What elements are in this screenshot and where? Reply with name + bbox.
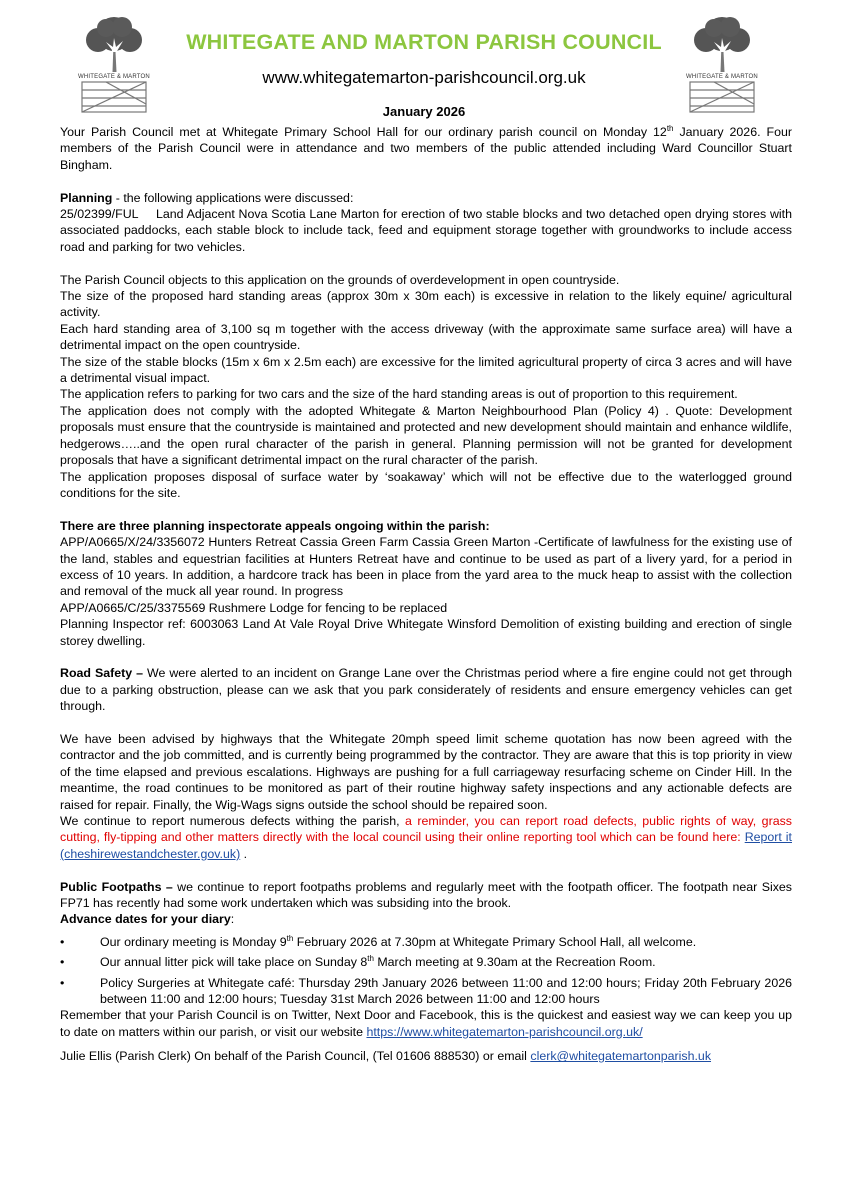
logo-caption: WHITEGATE & MARTON xyxy=(686,74,758,80)
objection-7: The application proposes disposal of surface water by ‘soakaway’ which will not be effective due to the waterlogged ground conditions for the site. xyxy=(60,469,792,500)
report-it-link[interactable]: Report it (cheshirewestandchester.gov.uk) xyxy=(60,830,792,861)
clerk-email-link[interactable]: clerk@whitegatemartonparish.uk xyxy=(530,1049,712,1064)
appeal-item: Planning Inspector ref: 6003063 Land At Vale Royal Drive Whitegate Winsford Demolition of existing building and erection of single storey dwelling. xyxy=(60,617,792,648)
diary-list xyxy=(60,934,792,1008)
website-link[interactable]: https://www.whitegatemarton-parishcouncil.org.uk/ xyxy=(366,1024,643,1039)
newsletter-body xyxy=(60,124,792,1065)
planning-application xyxy=(60,206,792,255)
reporting-paragraph: We continue to report numerous defects withing the parish, a reminder, you can report road defects, public rights of way, grass cutting, fly-tipping and other matters directly with the local council using their online reporting tool which can be found here: Report it (cheshirewestandchester.gov.uk) . xyxy=(60,813,792,861)
road-safety-paragraph: Road Safety – We were alerted to an incident on Grange Lane over the Christmas period where a fire engine could not get through due to a parking obstruction, please can we ask that you park considerately of residents and ensure emergency vehicles can get through. xyxy=(60,666,792,714)
newsletter-date: January 2026 xyxy=(382,104,466,119)
application-ref: 25/02399/FUL xyxy=(60,207,139,222)
closing-paragraph: Remember that your Parish Council is on Twitter, Next Door and Facebook, this is the quickest and easiest way we can keep you up to date on matters within our parish, or visit our website https://www.whitegatemarton-parishcouncil.org.uk/ xyxy=(60,1008,792,1039)
highways-paragraph: We have been advised by highways that the Whitegate 20mph speed limit scheme quotation has now been agreed with the contractor and the job committed, and is currently being programmed by the contractor. They are aware that this is top priority in view of the time elapsed and previous escalations. Highways are pushing for a full carriageway resurfacing scheme on Cinder Hill. In the meantime, the road continues to be monitored as part of their routine highway safety inspections and any actionable defects are raised for repair. Finally, the Wig-Wags signs outside the school should be repaired soon. xyxy=(60,731,792,812)
application-description: Land Adjacent Nova Scotia Lane Marton for erection of two stable blocks and two detached open drying stores with associated paddocks, each stable block to include tack, feed and equipment storage together with groundworks to include access road and parking for two vehicles. xyxy=(60,207,792,254)
objection-4: The size of the stable blocks (15m x 6m x 2.5m each) are excessive for the limited agricultural property of circa 3 acres and will have a detrimental visual impact. xyxy=(60,354,792,386)
bullet-icon: • xyxy=(60,955,65,970)
diary-item: • Our annual litter pick will take place on Sunday 8th March meeting at 9.30am at the Recreation Room. xyxy=(60,954,656,970)
tree-icon xyxy=(694,17,750,72)
page-title: WHITEGATE AND MARTON PARISH COUNCIL xyxy=(186,30,662,54)
logo-caption: WHITEGATE & MARTON xyxy=(78,74,150,80)
footpaths-paragraph: Public Footpaths – we continue to report footpaths problems and regularly meet with the footpath officer. The footpath near Sixes FP71 has recently had some work undertaken which was subsiding into the brook. xyxy=(60,879,792,910)
intro-paragraph: Your Parish Council met at Whitegate Primary School Hall for our ordinary parish council on Monday 12th January 2026. Four members of the Parish Council were in attendance and two members of the public attended including Ward Councillor Stuart Bingham. xyxy=(60,123,792,172)
objection-6: The application does not comply with the adopted Whitegate & Marton Neighbourhood Plan (Policy 4) . Quote: Development proposals must ensure that the countryside is maintained and protected and new development should maintain and enhance wildlife, hedgerows…..and the open rural character of the parish in general. Planning permission will not be granted for development proposals that have a significant detrimental impact on the rural character of the parish. xyxy=(60,403,792,468)
diary-item: • Our ordinary meeting is Monday 9th February 2026 at 7.30pm at Whitegate Primary School Hall, all welcome. xyxy=(60,933,697,949)
bullet-icon: • xyxy=(60,975,65,990)
objection-1: The Parish Council objects to this application on the grounds of overdevelopment in open countryside. xyxy=(60,272,620,287)
appeals-heading: There are three planning inspectorate appeals ongoing within the parish: xyxy=(60,518,490,533)
objection-2: The size of the proposed hard standing areas (approx 30m x 30m each) is excessive in relation to the likely equine/ agricultural activity. xyxy=(60,289,792,320)
clerk-signoff: Julie Ellis (Parish Clerk) On behalf of the Parish Council, (Tel 01606 888530) or email clerk@whitegatemartonparish.uk xyxy=(60,1049,712,1064)
parish-logo-left xyxy=(76,14,152,116)
bullet-icon: • xyxy=(60,934,65,949)
objection-3: Each hard standing area of 3,100 sq m together with the access driveway (with the approximate same surface area) will have a detrimental impact on the open countryside. xyxy=(60,321,792,353)
parish-logo-right xyxy=(684,14,760,116)
tree-icon xyxy=(86,17,142,72)
header-website[interactable]: www.whitegatemarton-parishcouncil.org.uk xyxy=(262,68,586,87)
objection-5: The application refers to parking for two cars and the size of the hard standing areas is out of proportion to this requirement. xyxy=(60,387,738,402)
appeal-item: APP/A0665/X/24/3356072 Hunters Retreat Cassia Green Farm Cassia Green Marton -Certificate of lawfulness for the existing use of the land, stables and equestrian facilities at Hunters Retreat have and continue to be used as part of a livery yard, for a period in excess of 10 years. In addition, a hardcore track has been in place from the yard area to the muck heap to assist with the collection and removal of the muck all year round. In progress xyxy=(60,535,792,599)
appeal-item: APP/A0665/C/25/3375569 Rushmere Lodge for fencing to be replaced xyxy=(60,600,448,615)
planning-heading: Planning - the following applications were discussed: xyxy=(60,190,354,205)
gate-icon xyxy=(690,82,754,112)
diary-heading: Advance dates for your diary: xyxy=(60,912,235,927)
gate-icon xyxy=(82,82,146,112)
diary-item: • Policy Surgeries at Whitegate café: Thursday 29th January 2026 between 11:00 and 12:00 hours; Friday 20th February 2026 between 11:00 and 12:00 hours; Tuesday 31st March 2026 between 11:00 and 12:00 hours xyxy=(60,975,792,1007)
